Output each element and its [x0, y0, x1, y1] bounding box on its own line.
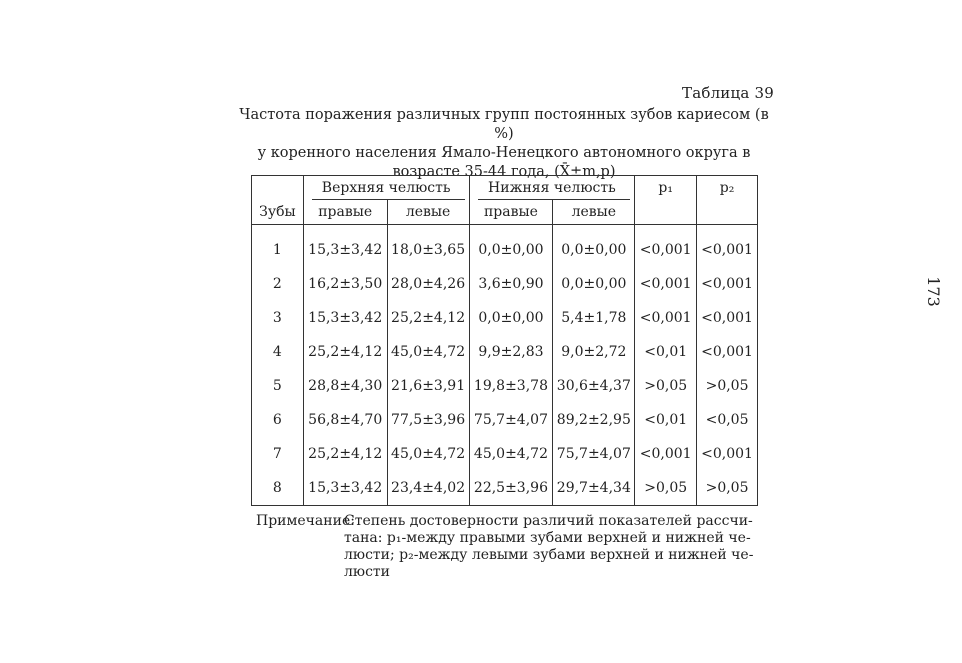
- upper-right-value: 25,2±4,12: [303, 437, 387, 471]
- lower-left-value: 30,6±4,37: [553, 369, 635, 403]
- tooth-group: 1: [252, 233, 304, 267]
- page-number: 173: [923, 276, 943, 307]
- p1-value: <0,001: [635, 267, 697, 301]
- title-line: возрасте 35-44 года, (X̄±m,p): [392, 164, 616, 180]
- p2-value: >0,05: [697, 471, 758, 506]
- header-upper-right: правые: [303, 200, 387, 225]
- p2-value: <0,001: [697, 233, 758, 267]
- lower-left-value: 29,7±4,34: [553, 471, 635, 506]
- lower-right-value: 9,9±2,83: [469, 335, 553, 369]
- header-lower-left: левые: [553, 200, 635, 225]
- lower-left-value: 89,2±2,95: [553, 403, 635, 437]
- p1-value: <0,001: [635, 233, 697, 267]
- lower-right-value: 45,0±4,72: [469, 437, 553, 471]
- header-upper-left: левые: [387, 200, 469, 225]
- table-row: [252, 471, 758, 506]
- table-row: [252, 335, 758, 369]
- header-p1: p₁: [635, 176, 697, 201]
- table-row: [252, 369, 758, 403]
- p2-value: <0,001: [697, 437, 758, 471]
- upper-left-value: 21,6±3,91: [387, 369, 469, 403]
- upper-right-value: 56,8±4,70: [303, 403, 387, 437]
- upper-left-value: 45,0±4,72: [387, 437, 469, 471]
- upper-right-value: 15,3±3,42: [303, 471, 387, 506]
- table-row: [252, 233, 758, 267]
- header-lower-right: правые: [469, 200, 553, 225]
- note-label: Примечание:: [256, 513, 355, 529]
- lower-left-value: 0,0±0,00: [553, 233, 635, 267]
- lower-right-value: 0,0±0,00: [469, 301, 553, 335]
- upper-left-value: 25,2±4,12: [387, 301, 469, 335]
- upper-right-value: 16,2±3,50: [303, 267, 387, 301]
- note-line: Степень достоверности различий показателей рассчи-: [344, 513, 753, 529]
- p2-value: <0,001: [697, 335, 758, 369]
- table-row: [252, 301, 758, 335]
- p2-value: <0,001: [697, 301, 758, 335]
- p1-value: >0,05: [635, 369, 697, 403]
- upper-left-value: 45,0±4,72: [387, 335, 469, 369]
- header-p1-blank: [635, 200, 697, 225]
- p2-value: >0,05: [697, 369, 758, 403]
- upper-left-value: 18,0±3,65: [387, 233, 469, 267]
- p1-value: <0,01: [635, 335, 697, 369]
- header-teeth-blank: [252, 176, 304, 201]
- upper-left-value: 23,4±4,02: [387, 471, 469, 506]
- lower-right-value: 75,7±4,07: [469, 403, 553, 437]
- tooth-group: 7: [252, 437, 304, 471]
- table-row: [252, 267, 758, 301]
- tooth-group: 5: [252, 369, 304, 403]
- lower-right-value: 0,0±0,00: [469, 233, 553, 267]
- note-line: тана: p₁-между правыми зубами верхней и нижней че-: [344, 530, 751, 546]
- p2-value: <0,001: [697, 267, 758, 301]
- p1-value: <0,001: [635, 301, 697, 335]
- lower-right-value: 19,8±3,78: [469, 369, 553, 403]
- p2-value: <0,05: [697, 403, 758, 437]
- note-text: [344, 513, 799, 581]
- header-p2: p₂: [697, 176, 758, 201]
- upper-right-value: 15,3±3,42: [303, 233, 387, 267]
- p1-value: <0,01: [635, 403, 697, 437]
- header-teeth: Зубы: [252, 200, 304, 225]
- upper-left-value: 28,0±4,26: [387, 267, 469, 301]
- upper-right-value: 25,2±4,12: [303, 335, 387, 369]
- tooth-group: 6: [252, 403, 304, 437]
- lower-left-value: 9,0±2,72: [553, 335, 635, 369]
- lower-left-value: 0,0±0,00: [553, 267, 635, 301]
- p1-value: <0,001: [635, 437, 697, 471]
- lower-right-value: 3,6±0,90: [469, 267, 553, 301]
- header-p2-blank: [697, 200, 758, 225]
- note-line: люсти; p₂-между левыми зубами верхней и нижней че-: [344, 547, 754, 563]
- p1-value: >0,05: [635, 471, 697, 506]
- table-row: [252, 403, 758, 437]
- header-upper-jaw: Верхняя челюсть: [303, 176, 469, 201]
- table-row: [252, 437, 758, 471]
- upper-right-value: 15,3±3,42: [303, 301, 387, 335]
- tooth-group: 4: [252, 335, 304, 369]
- title-line: у коренного населения Ямало-Ненецкого автономного округа в: [257, 145, 751, 161]
- lower-left-value: 75,7±4,07: [553, 437, 635, 471]
- lower-right-value: 22,5±3,96: [469, 471, 553, 506]
- header-lower-jaw: Нижняя челюсть: [469, 176, 635, 201]
- tooth-group: 2: [252, 267, 304, 301]
- table-number: Таблица 39: [682, 84, 774, 102]
- note-line: люсти: [344, 564, 390, 580]
- upper-left-value: 77,5±3,96: [387, 403, 469, 437]
- caries-frequency-table: [251, 175, 758, 506]
- lower-left-value: 5,4±1,78: [553, 301, 635, 335]
- tooth-group: 8: [252, 471, 304, 506]
- tooth-group: 3: [252, 301, 304, 335]
- table-title: [232, 106, 776, 182]
- title-line: Частота поражения различных групп постоянных зубов кариесом (в %): [239, 107, 769, 142]
- upper-right-value: 28,8±4,30: [303, 369, 387, 403]
